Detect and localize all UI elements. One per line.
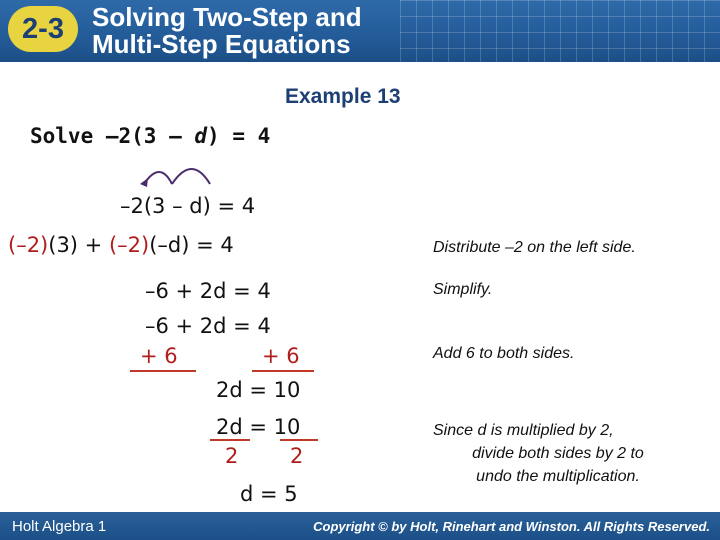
note-divide (433, 419, 683, 488)
header-grid-pattern (400, 0, 720, 62)
underline-left (130, 370, 196, 372)
distribution-arrows (130, 154, 230, 194)
step-3: –6 + 2d = 4 (145, 279, 271, 303)
problem-variable: d (194, 124, 208, 148)
step-7-denominator-left: 2 (225, 444, 239, 468)
underline-right (252, 370, 314, 372)
footer-bar (0, 512, 720, 540)
lesson-number-badge: 2-3 (8, 6, 78, 52)
arrowhead (140, 178, 148, 187)
step-7-numerator: 2d = 10 (216, 415, 301, 439)
note-add: Add 6 to both sides. (433, 345, 575, 362)
step-7-denominator-right: 2 (290, 444, 304, 468)
problem-statement (30, 124, 270, 148)
step-2 (8, 233, 234, 257)
problem-prefix: Solve –2(3 – (30, 124, 195, 148)
fraction-bar-right (280, 439, 318, 441)
note-divide-line3: undo the multiplication. (476, 468, 640, 485)
header-bar (0, 0, 720, 62)
lesson-title-line2: Multi-Step Equations (92, 29, 351, 59)
note-divide-line2: divide both sides by 2 to (472, 445, 644, 462)
problem-suffix: ) = 4 (207, 124, 271, 148)
arrow-arc-left (144, 172, 172, 184)
step-5-left: + 6 (140, 344, 178, 368)
step-2-mid: (3) + (48, 233, 109, 257)
step-2-factor-b: (–2) (108, 233, 150, 257)
step-5-right: + 6 (262, 344, 300, 368)
step-6: 2d = 10 (216, 378, 301, 402)
step-2-end: (–d) = 4 (149, 233, 234, 257)
step-2-factor-a: (–2) (8, 233, 49, 257)
fraction-bar-left (210, 439, 250, 441)
note-simplify: Simplify. (433, 281, 493, 298)
example-heading: Example 13 (285, 85, 401, 108)
lesson-title-line1: Solving Two-Step and (92, 2, 362, 32)
note-divide-line1: Since d is multiplied by 2, (433, 422, 614, 439)
step-1: –2(3 – d) = 4 (120, 194, 256, 218)
copyright-notice: Copyright © by Holt, Rinehart and Winston. All Rights Reserved. (313, 519, 710, 534)
step-4: –6 + 2d = 4 (145, 314, 271, 338)
arrow-arc-right (172, 169, 210, 184)
note-distribute: Distribute –2 on the left side. (433, 239, 636, 256)
step-8-solution: d = 5 (240, 482, 298, 506)
course-label: Holt Algebra 1 (12, 518, 107, 535)
